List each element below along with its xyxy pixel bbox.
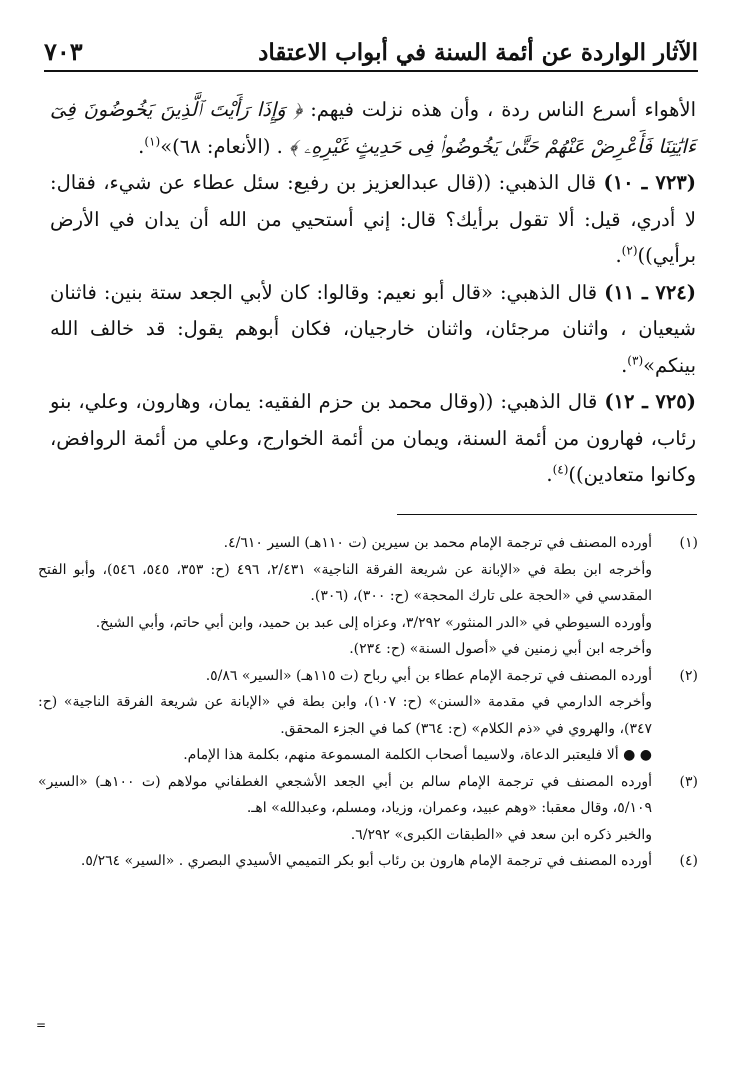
footnote-2 xyxy=(38,663,698,769)
footnote-number: (٢) xyxy=(679,667,698,684)
footnote-line: والخبر ذكره ابن سعد في «الطبقات الكبرى» ٦/٢٩٢. xyxy=(350,826,652,843)
footnote-line: أورده المصنف في ترجمة الإمام سالم بن أبي الجعد الأشجعي الغطفاني مولاهم (ت ١٠٠هـ) «السير» ٥/١٠٩، وقال معقبا: «وهم عبيد، وعمران، وزياد، ومسلم، وعبدالله» اهـ. xyxy=(38,773,652,816)
footnote-number: (٤) xyxy=(679,853,698,869)
paragraph-4-text: قال الذهبي: ((وقال محمد بن حزم الفقيه: يمان، وهارون، وعلي، بنو رئاب، فهارون من أئمة السنة، ويمان من أئمة الخوارج، وعلي من أئمة الروافض، وكانوا متعادين)) xyxy=(50,390,696,486)
paragraph-1-text: الأهواء أسرع الناس ردة ، وأن هذه نزلت فيهم: xyxy=(302,98,696,121)
page-header xyxy=(44,26,698,72)
footnote-line: وأخرجه ابن أبي زمنين في «أصول السنة» (ح: ٢٣٤). xyxy=(349,641,652,657)
footnote-ref-3[interactable]: (٣) xyxy=(627,353,644,367)
footnote-line: وأخرجه ابن بطة في «الإبانة عن شريعة الفرقة الناجية» ٢/٤٣١، ٤٩٦ (ح: ٣٥٣، ٥٤٥، ٥٤٦)، وأبو الفتح المقدسي في «الحجة على تارك المحجة» (ح: ٣٠٠)، (٣٠٦). xyxy=(38,561,652,604)
paragraph-3-text: قال الذهبي: «قال أبو نعيم: وقالوا: كان لأبي الجعد ستة بنين: فاثنان شيعيان ، واثنان مرجئان، واثنان خارجيان، فكان أبوهم يقول: قد خالف الله بينكم» xyxy=(50,280,696,377)
paragraph-3-end: . xyxy=(621,353,628,377)
athar-number-723: (٧٢٣ ـ ١٠) xyxy=(603,171,696,194)
paragraph-4 xyxy=(50,384,696,494)
running-title: الآثار الواردة عن أئمة السنة في أبواب الاعتقاد xyxy=(258,39,698,66)
main-text xyxy=(50,92,696,494)
footnote-line: أورده المصنف في ترجمة الإمام هارون بن رئاب أبو بكر التميمي الأسيدي البصري . «السير» ٥/٢٦٤. xyxy=(80,853,652,869)
footnote-1 xyxy=(38,530,698,663)
athar-number-725: (٧٢٥ ـ ١٢) xyxy=(604,390,697,413)
footnote-divider xyxy=(397,514,697,515)
footnote-line: أورده المصنف في ترجمة الإمام عطاء بن أبي رباح (ت ١١٥هـ) «السير» ٥/٨٦. xyxy=(205,667,652,684)
footnote-number: (١) xyxy=(679,535,698,551)
footnote-line: وأورده السيوطي في «الدر المنثور» ٣/٢٩٢، وعزاه إلى عبد بن حميد، وابن أبي حاتم، وأبي الشيخ. xyxy=(95,614,652,631)
page-number: ٧٠٣ xyxy=(44,37,83,66)
quran-verse: ﴿ وَإِذَا رَأَيْتَ ٱلَّذِينَ يَخُوضُونَ فِىٓ ءَايَٰتِنَا فَأَعْرِضْ عَنْهُمْ حَتَّىٰ يَخُوضُوا۟ فِى حَدِيثٍ غَيْرِهِۦ ﴾ xyxy=(50,98,696,158)
athar-number-724: (٧٢٤ ـ ١١) xyxy=(604,280,696,304)
footnote-ref-1[interactable]: (١) xyxy=(144,134,161,148)
footnote-line: وأخرجه الدارمي في مقدمة «السنن» (ح: ١٠٧)، وابن بطة في «الإبانة عن شريعة الفرقة الناجية» (ح: ٣٤٧)، والهروي في «ذم الكلام» (ح: ٣٦٤) كما في الجزء المحقق. xyxy=(38,694,652,737)
paragraph-3 xyxy=(50,275,696,385)
paragraph-2-text: قال الذهبي: ((قال عبدالعزيز بن رفيع: سئل عطاء عن شيء، فقال: لا أدري، قيل: ألا تقول برأيك؟ قال: إني أستحيي من الله أن يدان في الأرض برأيي)) xyxy=(50,171,696,267)
paragraph-1-end: . xyxy=(138,134,145,158)
footnote-ref-4[interactable]: (٤) xyxy=(552,462,569,477)
footnote-ref-2[interactable]: (٢) xyxy=(621,243,638,258)
footnote-line: أورده المصنف في ترجمة الإمام محمد بن سيرين (ت ١١٠هـ) السير ٤/٦١٠. xyxy=(223,535,652,551)
paragraph-1 xyxy=(50,92,696,165)
footnotes-section xyxy=(38,530,698,875)
verse-reference: . (الأنعام: ٦٨)» xyxy=(160,134,290,158)
paragraph-2 xyxy=(50,165,696,275)
footnote-line: ● ● ألا فليعتبر الدعاة، ولاسيما أصحاب الكلمة المسموعة منهم، بكلمة هذا الإمام. xyxy=(183,747,652,763)
footnote-number: (٣) xyxy=(679,773,698,790)
paragraph-4-end: . xyxy=(546,463,553,486)
margin-mark: = xyxy=(36,1018,47,1032)
paragraph-2-end: . xyxy=(615,244,622,267)
footnote-4 xyxy=(38,848,698,875)
footnote-3 xyxy=(38,769,698,849)
